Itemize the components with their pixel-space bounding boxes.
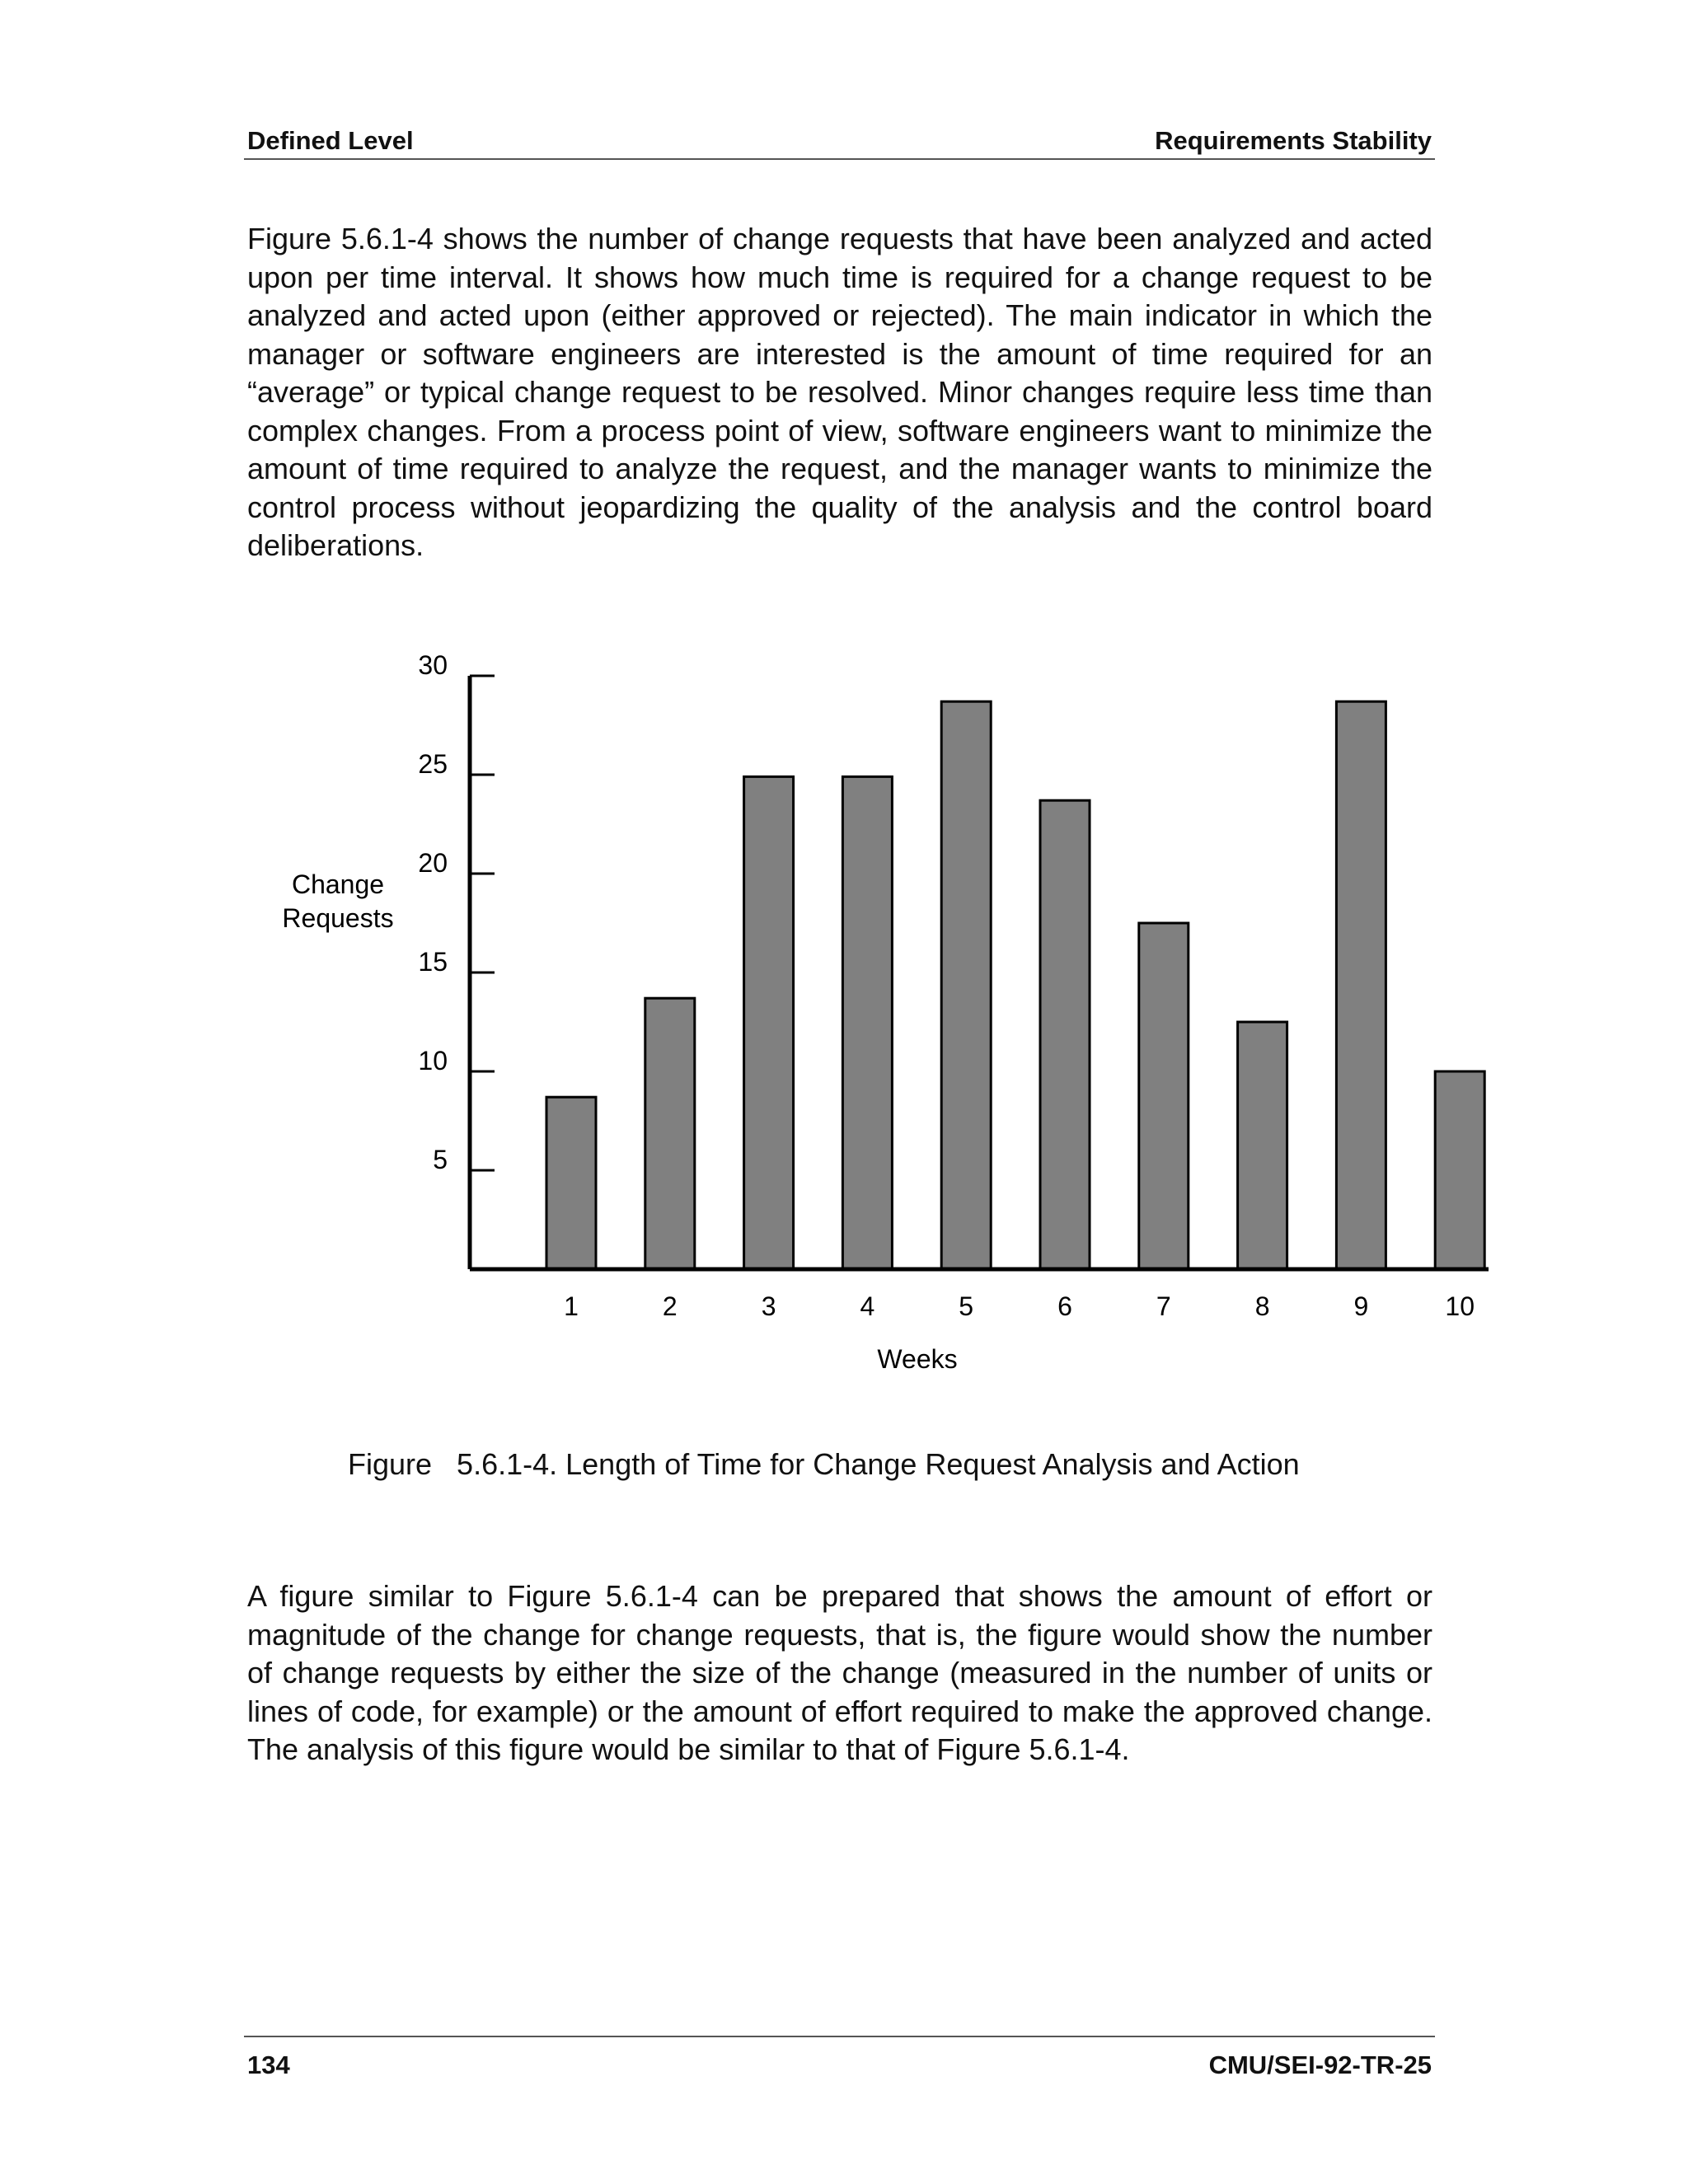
bar-week-2 — [645, 998, 695, 1269]
y-tick-label: 20 — [418, 848, 448, 878]
x-tick-label: 2 — [662, 1291, 678, 1321]
followup-paragraph: A figure similar to Figure 5.6.1-4 can be prepared that shows the amount of effort or magnitude of the change for change requests, that is, the figure would show the number of change requests by either the size of the change (measured in the number of units or lines of code, for example) or the amount of effort required to make the approved change. The analysis of this figure would be similar to that of Figure 5.6.1-4. — [247, 1579, 1432, 1766]
bar-week-1 — [546, 1097, 596, 1269]
y-tick-label: 10 — [418, 1046, 448, 1076]
x-tick-label: 7 — [1156, 1291, 1171, 1321]
y-tick-label: 30 — [418, 650, 448, 680]
x-tick-label: 9 — [1353, 1291, 1369, 1321]
y-tick-label: 5 — [433, 1145, 448, 1174]
bar-week-6 — [1040, 800, 1090, 1269]
x-tick-label: 5 — [959, 1291, 974, 1321]
bars — [546, 701, 1484, 1269]
bar-week-9 — [1336, 701, 1386, 1269]
x-ticks — [564, 1291, 1475, 1321]
bar-week-4 — [842, 776, 892, 1269]
x-tick-label: 8 — [1254, 1291, 1270, 1321]
y-tick-label: 15 — [418, 947, 448, 977]
header-topic-label: Requirements Stability — [1155, 126, 1432, 155]
x-tick-label: 1 — [564, 1291, 579, 1321]
bar-week-7 — [1139, 923, 1189, 1269]
bar-week-5 — [941, 701, 991, 1269]
bar-week-8 — [1238, 1022, 1287, 1269]
x-axis-label: Weeks — [877, 1344, 958, 1374]
x-tick-label: 4 — [860, 1291, 875, 1321]
figure-caption: Figure 5.6.1-4. Length of Time for Change Request Analysis and Action — [348, 1447, 1300, 1481]
x-tick-label: 6 — [1057, 1291, 1072, 1321]
bar-week-3 — [744, 776, 794, 1269]
x-tick-label: 10 — [1445, 1291, 1475, 1321]
y-tick-label: 25 — [418, 749, 448, 779]
header-section-label: Defined Level — [247, 126, 414, 155]
y-axis-label-line2: Requests — [282, 903, 394, 933]
y-axis-label-line1: Change — [291, 869, 385, 899]
y-ticks — [418, 650, 495, 1174]
intro-paragraph: Figure 5.6.1-4 shows the number of change requests that have been analyzed and acted upon per time interval. It shows how much time is required for a change request to be analyzed and acted upon (either approved or rejected). The main indicator in which the manager or software engineers are interested is the amount of time required for an “average” or typical change request to be resolved. Minor changes require less time than complex changes. From a process point of view, software engineers want to minimize the amount of time required to analyze the request, and the manager wants to minimize the control process without jeopardizing the quality of the analysis and the control board deliberations. — [247, 222, 1432, 562]
x-tick-label: 3 — [761, 1291, 776, 1321]
page-footer — [244, 2036, 1435, 2087]
page-number: 134 — [247, 2050, 290, 2079]
bar-week-10 — [1435, 1071, 1484, 1269]
report-id: CMU/SEI-92-TR-25 — [1208, 2050, 1432, 2079]
